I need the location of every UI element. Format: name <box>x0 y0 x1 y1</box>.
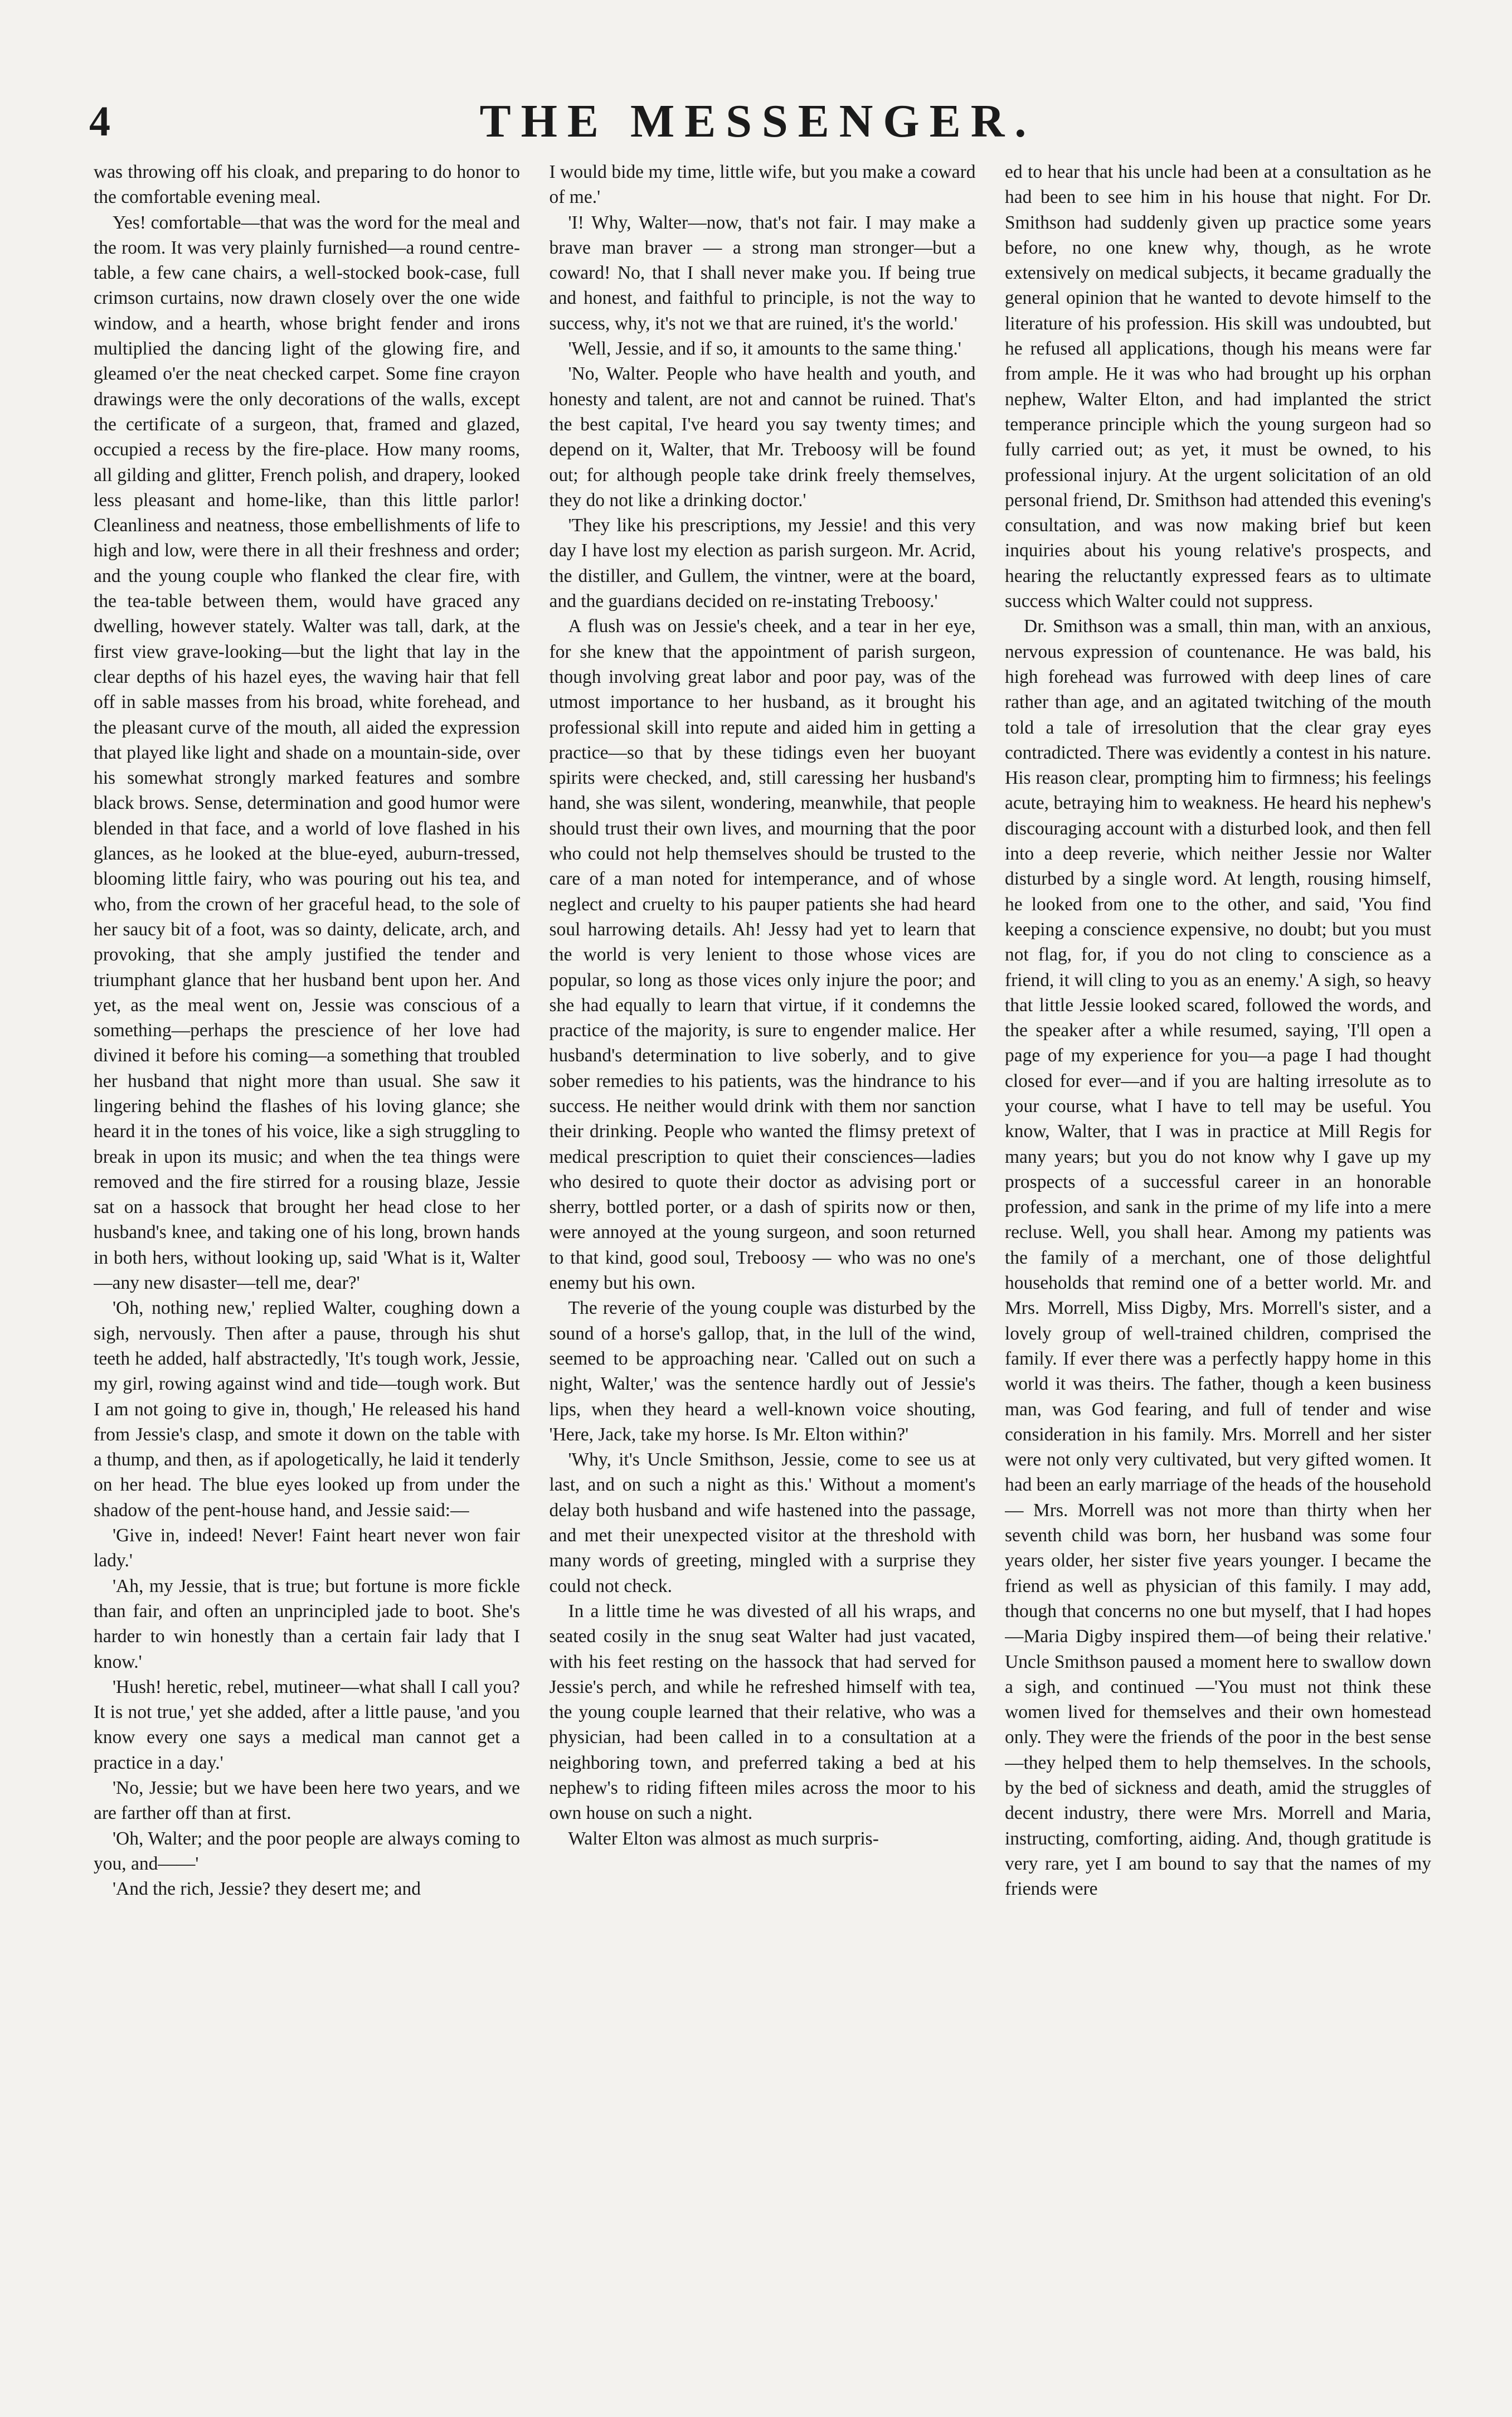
paragraph: 'Oh, Walter; and the poor people are always coming to you, and——' <box>94 1828 520 1874</box>
paragraph: 'Why, it's Uncle Smithson, Jessie, come to see us at last, and on such a night as this.' Without a moment's delay both husband and wife hastened into the passage, and met their unexpected visitor at the threshold with many words of greeting, mingled with a surprise they could not check. <box>549 1449 976 1596</box>
paragraph: 'I! Why, Walter—now, that's not fair. I may make a brave man braver — a strong man stronger—but a coward! No, that I shall never make you. If being true and honest, and faithful to principle, is not the way to success, why, it's not we that are ruined, it's the world.' <box>549 212 976 334</box>
journal-title: THE MESSENGER. <box>479 95 1037 147</box>
text-columns <box>94 159 1431 2378</box>
paragraph: 'Well, Jessie, and if so, it amounts to the same thing.' <box>568 338 961 360</box>
paragraph: A flush was on Jessie's cheek, and a tear in her eye, for she knew that the appointment of parish surgeon, though involving great labor and poor pay, was of the utmost importance to her husband, as it brought his professional skill into repute and aided him in getting a practice—so that by these tidings even her buoyant spirits were checked, and, still caressing her husband's hand, she was silent, wondering, meanwhile, that people should trust their own lives, and mourning that the poor who could not help themselves should be trusted to the care of a man noted for intemperance, and of whose neglect and cruelty to his pauper patients she had heard soul harrowing details. Ah! Jessy had yet to learn that the world is very lenient to those whose vices are popular, so long as those vices only injure the poor; and she had equally to learn that virtue, if it condemns the practice of the majority, is sure to engender malice. Her husband's determination to live soberly, and to give sober remedies to his patients, was the hindrance to his success. He neither would drink with them nor sanction their drinking. People who wanted the flimsy pretext of medical prescription to quiet their consciences—ladies who desired to quote their doctor as advising port or sherry, bottled porter, or a dash of spirits now or then, were annoyed at the young surgeon, and soon returned to that kind, good soul, Treboosy — who was no one's enemy but his own. <box>549 616 976 1294</box>
page-number: 4 <box>89 98 110 145</box>
masthead <box>89 94 1427 149</box>
paragraph: 'They like his prescriptions, my Jessie! and this very day I have lost my election as parish surgeon. Mr. Acrid, the distiller, and Gullem, the vintner, were at the board, and the guardians decided on re-instating Treboosy.' <box>549 515 976 612</box>
paragraph: 'Ah, my Jessie, that is true; but fortune is more fickle than fair, and often an unprincipled jade to boot. She's harder to win honestly than a certain fair lady that I know.' <box>94 1575 520 1672</box>
paragraph: 'Give in, indeed! Never! Faint heart never won fair lady.' <box>94 1525 520 1571</box>
paragraph: 'Hush! heretic, rebel, mutineer—what shall I call you? It is not true,' yet she added, after a little pause, 'and you know every one says a medical man cannot get a practice in a day.' <box>94 1676 520 1773</box>
text-column-2 <box>550 159 976 2378</box>
paragraph: In a little time he was divested of all his wraps, and seated cosily in the snug seat Walter had just vacated, with his feet resting on the hassock that had served for Jessie's perch, and while he refreshed himself with tea, the young couple learned that their relative, who was a physician, had been called in to a consultation at a neighboring town, and preferred taking a bed at his nephew's to riding fifteen miles across the moor to his own house on such a night. <box>549 1600 976 1824</box>
text-column-3 <box>1005 159 1431 2378</box>
paragraph: Walter Elton was almost as much surpris- <box>568 1828 879 1849</box>
paragraph: Yes! comfortable—that was the word for the meal and the room. It was very plainly furnished—a round centre-table, a few cane chairs, a well-stocked book-case, full crimson curtains, now drawn closely over the one wide window, and a hearth, whose bright fender and irons multiplied the dancing light of the glowing fire, and gleamed o'er the neat checked carpet. Some fine crayon drawings were the only decorations of the walls, except the certificate of a surgeon, that, framed and glazed, occupied a recess by the fire-place. How many rooms, all gilding and glitter, French polish, and drapery, looked less pleasant and home-like, than this little parlor! Cleanliness and neatness, those embellishments of life to high and low, were there in all their freshness and order; and the young couple who flanked the clear fire, with the tea-table between them, would have graced any dwelling, however stately. Walter was tall, dark, at the first view grave-looking—but the light that lay in the clear depths of his hazel eyes, the waving hair that fell off in sable masses from his broad, white forehead, and the pleasant curve of the mouth, all aided the expression that played like light and shade on a mountain-side, over his somewhat strongly marked features and sombre black brows. Sense, determination and good humor were blended in that face, and a world of love flashed in his glances, as he looked at the blue-eyed, auburn-tressed, blooming little fairy, who was pouring out his tea, and who, from the crown of her graceful head, to the sole of her saucy bit of a foot, was so dainty, delicate, arch, and provoking, that she amply justified the tender and triumphant glance that her husband bent upon her. And yet, as the meal went on, Jessie was conscious of a something—perhaps the prescience of her love had divined it before his coming—a something that troubled her husband that night more than usual. She saw it lingering behind the flashes of his loving glance; she heard it in the tones of his voice, like a sigh struggling to break in upon its music; and when the tea things were removed and the fire stirred for a rousing blaze, Jessie sat on a hassock that brought her head close to her husband's knee, and taking one of his long, brown hands in both hers, without looking up, said 'What is it, Walter—any new disaster—tell me, dear?' <box>94 212 520 1294</box>
paragraph: 'And the rich, Jessie? they desert me; and <box>113 1879 421 1900</box>
paragraph: ed to hear that his uncle had been at a consultation as he had been to see him in his house that night. For Dr. Smithson had suddenly given up practice some years before, no one knew why, though, as he wrote extensively on medical subjects, it became gradually the general opinion that he wanted to devote himself to the literature of his profession. His skill was undoubted, but he refused all applications, though his means were far from ample. He it was who had brought up his orphan nephew, Walter Elton, and had implanted the strict temperance principle which the young surgeon had so fully carried out; as yet, it must be owned, to his professional injury. At the urgent solicitation of an old personal friend, Dr. Smithson had attended this evening's consultation, and was now making brief but keen inquiries about his young relative's prospects, and hearing the reluctantly expressed fears as to ultimate success which Walter could not suppress. <box>1005 162 1431 612</box>
paragraph: I would bide my time, little wife, but you make a coward of me.' <box>549 162 976 208</box>
paragraph: 'No, Jessie; but we have been here two years, and we are farther off than at first. <box>94 1778 520 1824</box>
paragraph: Dr. Smithson was a small, thin man, with an anxious, nervous expression of countenance. He was bald, his high forehead was furrowed with deep lines of care rather than age, and an agitated twitching of the mouth told a tale of irresolution that the clear gray eyes contradicted. There was evidently a contest in his nature. His reason clear, prompting him to firmness; his feelings acute, betraying him to weakness. He heard his nephew's discouraging account with a disturbed look, and then fell into a deep reverie, which neither Jessie nor Walter disturbed by a single word. At length, rousing himself, he looked from one to the other, and said, 'You find keeping a conscience expensive, no doubt; but you must not flag, for, if you do not cling to conscience as a friend, it will cling to you as an enemy.' A sigh, so heavy that little Jessie looked scared, followed the words, and the speaker after a while resumed, saying, 'I'll open a page of my experience for you—a page I had thought closed for ever—and if you are halting irresolute as to your course, what I have to tell may be useful. You know, Walter, that I was in practice at Mill Regis for many years; but you do not know why I gave up my prospects of a successful career in an honorable profession, and sank in the prime of my life into a mere recluse. Well, you shall hear. Among my patients was the family of a merchant, one of those delightful households that remind one of a better world. Mr. and Mrs. Morrell, Miss Digby, Mrs. Morrell's sister, and a lovely group of well-trained children, comprised the family. If ever there was a perfectly happy home in this world it was theirs. The father, though a keen business man, was God fearing, and full of tender and wise consideration in his family. Mrs. Morrell and her sister were not only very cultivated, but very gifted women. It had been an early marriage of the heads of the household — Mrs. Morrell was not more than thirty when her seventh child was born, her husband was some four years older, her sister five years younger. I became the friend as well as physician of this family. I may add, though that concerns no one but myself, that I had hopes—Maria Digby inspired them—of being their relative.' Uncle Smithson paused a moment here to swallow down a sigh, and continued —'You must not think these women lived for themselves and their own homestead only. They were the friends of the poor in the best sense—they helped them to help themselves. In the schools, by the bed of sickness and death, amid the struggles of decent industry, there were Mrs. Morrell and Maria, instructing, comforting, aiding. And, though gratitude is very rare, yet I am bound to say that the names of my friends were <box>1005 616 1431 1900</box>
text-column-1 <box>94 159 520 2378</box>
paragraph: The reverie of the young couple was disturbed by the sound of a horse's gallop, that, in the lull of the wind, seemed to be approaching near. 'Called out on such a night, Walter,' was the sentence hardly out of Jessie's lips, when they heard a well-known voice shouting, 'Here, Jack, take my horse. Is Mr. Elton within?' <box>549 1298 976 1445</box>
paragraph: 'No, Walter. People who have health and youth, and honesty and talent, are not and cannot be ruined. That's the best capital, I've heard you say twenty times; and depend on it, Walter, that Mr. Treboosy will be found out; for although people take drink freely themselves, they do not like a drinking doctor.' <box>549 363 976 511</box>
paragraph: 'Oh, nothing new,' replied Walter, coughing down a sigh, nervously. Then after a pause, through his shut teeth he added, half abstractedly, 'It's tough work, Jessie, my girl, rowing against wind and tide—tough work. But I am not going to give in, though,' He released his hand from Jessie's clasp, and smote it down on the table with a thump, and then, as if apologetically, he laid it tenderly on her head. The blue eyes looked up from under the shadow of the pent-house hand, and Jessie said:— <box>94 1298 520 1521</box>
paragraph: was throwing off his cloak, and preparing to do honor to the comfortable evening meal. <box>94 162 520 208</box>
